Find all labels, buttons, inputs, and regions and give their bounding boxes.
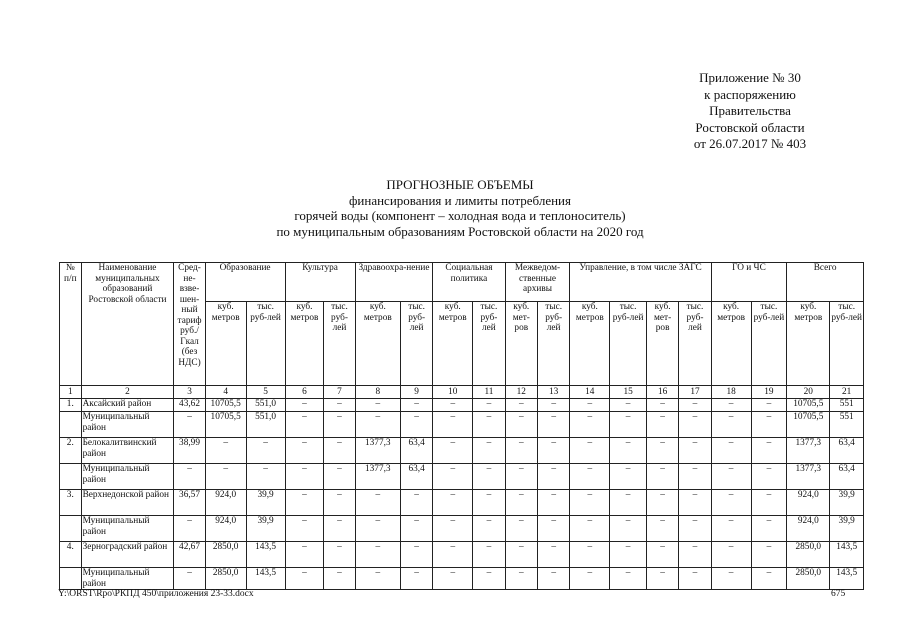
col-number: 19 bbox=[751, 386, 787, 399]
unit-rub: тыс. руб-лей bbox=[473, 302, 505, 386]
row-name: Верхнедонской район bbox=[81, 490, 174, 516]
row-cell: – bbox=[679, 568, 711, 590]
col-number: 20 bbox=[787, 386, 830, 399]
row-cell: – bbox=[355, 490, 400, 516]
col-number: 5 bbox=[246, 386, 285, 399]
row-cell: – bbox=[751, 516, 787, 542]
column-number-row bbox=[60, 386, 864, 399]
row-cell: – bbox=[505, 464, 537, 490]
row-cell: – bbox=[324, 412, 355, 438]
col-number: 3 bbox=[174, 386, 205, 399]
col-header-archives: Межведом-ственные архивы bbox=[505, 263, 570, 302]
row-cell: – bbox=[324, 464, 355, 490]
row-cell: – bbox=[711, 438, 751, 464]
row-cell: – bbox=[537, 490, 569, 516]
row-cell: 143,5 bbox=[246, 542, 285, 568]
row-cell: – bbox=[610, 464, 647, 490]
row-cell: – bbox=[355, 399, 400, 412]
appendix-line: к распоряжению bbox=[704, 86, 796, 102]
row-cell: 10705,5 bbox=[787, 412, 830, 438]
row-number: 3. bbox=[60, 490, 82, 516]
row-cell: – bbox=[610, 412, 647, 438]
row-cell: – bbox=[433, 412, 473, 438]
col-number: 4 bbox=[205, 386, 246, 399]
row-cell: – bbox=[285, 542, 324, 568]
row-name: Зерноградский район bbox=[81, 542, 174, 568]
col-number: 9 bbox=[400, 386, 432, 399]
row-cell: – bbox=[570, 412, 610, 438]
col-number: 17 bbox=[679, 386, 711, 399]
row-cell: 2850,0 bbox=[787, 568, 830, 590]
title-line: ПРОГНОЗНЫЕ ОБЪЕМЫ bbox=[386, 177, 534, 192]
unit-rub: тыс. руб-лей bbox=[751, 302, 787, 386]
row-cell: – bbox=[473, 568, 505, 590]
row-cell: – bbox=[711, 568, 751, 590]
col-header-education: Образование bbox=[205, 263, 285, 302]
col-number: 11 bbox=[473, 386, 505, 399]
row-cell: – bbox=[433, 568, 473, 590]
row-cell: – bbox=[505, 412, 537, 438]
row-cell: 1377,3 bbox=[355, 438, 400, 464]
row-number bbox=[60, 516, 82, 542]
row-cell: – bbox=[537, 568, 569, 590]
table-row bbox=[60, 438, 864, 464]
row-cell: – bbox=[570, 542, 610, 568]
table-row bbox=[60, 516, 864, 542]
row-cell: – bbox=[355, 568, 400, 590]
col-number: 21 bbox=[830, 386, 864, 399]
row-cell: 39,9 bbox=[246, 490, 285, 516]
row-cell: – bbox=[400, 412, 432, 438]
row-cell: – bbox=[246, 464, 285, 490]
row-cell: 924,0 bbox=[787, 490, 830, 516]
row-cell: – bbox=[537, 412, 569, 438]
col-header-health: Здравоохра-нение bbox=[355, 263, 433, 302]
row-cell: 551 bbox=[830, 412, 864, 438]
row-cell: – bbox=[751, 412, 787, 438]
row-cell: – bbox=[751, 399, 787, 412]
unit-cub: куб. метров bbox=[433, 302, 473, 386]
row-cell: – bbox=[679, 516, 711, 542]
row-cell: – bbox=[711, 464, 751, 490]
row-cell: – bbox=[570, 490, 610, 516]
row-cell: 43,62 bbox=[174, 399, 205, 412]
unit-rub: тыс. руб-лей bbox=[400, 302, 432, 386]
row-cell: – bbox=[679, 464, 711, 490]
row-cell: – bbox=[505, 399, 537, 412]
unit-cub: куб. метров bbox=[711, 302, 751, 386]
row-cell: – bbox=[570, 516, 610, 542]
row-cell: 143,5 bbox=[830, 542, 864, 568]
row-cell: – bbox=[174, 516, 205, 542]
row-cell: – bbox=[324, 490, 355, 516]
title-line: финансирования и лимиты потребления bbox=[348, 192, 571, 208]
row-cell: – bbox=[711, 399, 751, 412]
row-cell: – bbox=[711, 412, 751, 438]
row-cell: 143,5 bbox=[246, 568, 285, 590]
row-cell: – bbox=[400, 568, 432, 590]
col-number: 12 bbox=[505, 386, 537, 399]
row-cell: 39,9 bbox=[246, 516, 285, 542]
row-number: 2. bbox=[60, 438, 82, 464]
col-number: 13 bbox=[537, 386, 569, 399]
row-cell: 551,0 bbox=[246, 399, 285, 412]
row-cell: – bbox=[473, 490, 505, 516]
row-cell: – bbox=[355, 542, 400, 568]
row-cell: 63,4 bbox=[830, 438, 864, 464]
row-cell: – bbox=[285, 516, 324, 542]
table-row bbox=[60, 542, 864, 568]
col-header-social: Социальная политика bbox=[433, 263, 505, 302]
row-cell: – bbox=[433, 438, 473, 464]
row-cell: – bbox=[285, 568, 324, 590]
table-row bbox=[60, 568, 864, 590]
row-cell: – bbox=[473, 516, 505, 542]
row-cell: – bbox=[473, 438, 505, 464]
row-cell: – bbox=[646, 464, 678, 490]
document-title bbox=[160, 177, 760, 239]
row-cell: 2850,0 bbox=[205, 568, 246, 590]
row-name: Белокалитвинский район bbox=[81, 438, 174, 464]
row-cell: – bbox=[174, 568, 205, 590]
unit-cub: куб. метров bbox=[570, 302, 610, 386]
row-cell: – bbox=[679, 438, 711, 464]
row-cell: – bbox=[324, 516, 355, 542]
row-cell: 1377,3 bbox=[355, 464, 400, 490]
col-number: 15 bbox=[610, 386, 647, 399]
row-cell: – bbox=[679, 542, 711, 568]
row-cell: 63,4 bbox=[400, 464, 432, 490]
row-number bbox=[60, 412, 82, 438]
unit-rub: тыс. руб-лей bbox=[830, 302, 864, 386]
col-header-name: Наименование муниципальных образований Ростовской области bbox=[81, 263, 174, 386]
row-cell: – bbox=[324, 399, 355, 412]
row-cell: – bbox=[610, 542, 647, 568]
row-cell: – bbox=[285, 438, 324, 464]
row-cell: – bbox=[711, 542, 751, 568]
row-cell: – bbox=[285, 412, 324, 438]
row-cell: – bbox=[433, 516, 473, 542]
row-cell: – bbox=[610, 568, 647, 590]
row-cell: 10705,5 bbox=[205, 399, 246, 412]
row-cell: – bbox=[400, 542, 432, 568]
row-cell: – bbox=[646, 568, 678, 590]
col-number: 6 bbox=[285, 386, 324, 399]
unit-cub: куб. метров bbox=[285, 302, 324, 386]
row-cell: – bbox=[473, 464, 505, 490]
row-cell: – bbox=[505, 438, 537, 464]
row-cell: – bbox=[610, 516, 647, 542]
row-cell: 924,0 bbox=[205, 516, 246, 542]
title-line: по муниципальным образованиям Ростовской области на 2020 год bbox=[276, 223, 644, 239]
row-cell: – bbox=[246, 438, 285, 464]
row-cell: – bbox=[570, 399, 610, 412]
row-cell: – bbox=[505, 542, 537, 568]
row-cell: – bbox=[400, 516, 432, 542]
row-cell: – bbox=[433, 542, 473, 568]
row-cell: – bbox=[400, 490, 432, 516]
row-cell: – bbox=[433, 464, 473, 490]
row-cell: – bbox=[570, 464, 610, 490]
row-cell: 36,57 bbox=[174, 490, 205, 516]
col-header-admin: Управление, в том числе ЗАГС bbox=[570, 263, 711, 302]
row-cell: – bbox=[751, 490, 787, 516]
row-cell: – bbox=[537, 464, 569, 490]
page-number: 675 bbox=[831, 589, 846, 599]
row-cell: – bbox=[751, 542, 787, 568]
unit-cub: куб. мет-ров bbox=[646, 302, 678, 386]
row-cell: 39,9 bbox=[830, 516, 864, 542]
row-cell: – bbox=[505, 490, 537, 516]
col-header-tariff: Сред-не-взве-шен-ный тариф руб./ Гкал (без НДС) bbox=[174, 263, 205, 386]
row-cell: 2850,0 bbox=[787, 542, 830, 568]
row-cell: – bbox=[285, 464, 324, 490]
row-cell: – bbox=[433, 399, 473, 412]
row-cell: – bbox=[205, 464, 246, 490]
row-cell: – bbox=[711, 516, 751, 542]
row-cell: 1377,3 bbox=[787, 464, 830, 490]
row-cell: 924,0 bbox=[205, 490, 246, 516]
row-cell: – bbox=[570, 438, 610, 464]
row-cell: – bbox=[505, 516, 537, 542]
row-cell: – bbox=[679, 399, 711, 412]
row-cell: – bbox=[646, 412, 678, 438]
row-name: Муниципальный район bbox=[81, 516, 174, 542]
col-number: 7 bbox=[324, 386, 355, 399]
row-cell: 10705,5 bbox=[205, 412, 246, 438]
row-cell: – bbox=[751, 568, 787, 590]
row-name: Муниципальный район bbox=[81, 464, 174, 490]
col-number: 2 bbox=[81, 386, 174, 399]
row-cell: – bbox=[537, 399, 569, 412]
row-cell: 39,9 bbox=[830, 490, 864, 516]
row-cell: – bbox=[285, 490, 324, 516]
unit-rub: тыс. руб-лей bbox=[324, 302, 355, 386]
row-number bbox=[60, 568, 82, 590]
unit-cub: куб. метров bbox=[787, 302, 830, 386]
table-row bbox=[60, 399, 864, 412]
table-row bbox=[60, 490, 864, 516]
row-cell: – bbox=[646, 399, 678, 412]
row-cell: – bbox=[324, 568, 355, 590]
unit-rub: тыс. руб-лей bbox=[610, 302, 647, 386]
title-line: горячей воды (компонент – холодная вода и теплоноситель) bbox=[294, 208, 626, 223]
row-name: Муниципальный район bbox=[81, 568, 174, 590]
appendix-line: Приложение № 30 bbox=[699, 70, 801, 85]
row-cell: – bbox=[570, 568, 610, 590]
row-cell: – bbox=[610, 490, 647, 516]
row-cell: – bbox=[205, 438, 246, 464]
appendix-heading bbox=[655, 70, 845, 153]
unit-cub: куб. метров bbox=[355, 302, 400, 386]
footer-file-path: Y:\ORST\Rpo\РКПД 450\приложения 23-33.docx bbox=[58, 589, 254, 599]
row-cell: – bbox=[355, 412, 400, 438]
row-cell: – bbox=[473, 399, 505, 412]
row-cell: – bbox=[324, 542, 355, 568]
row-cell: 38,99 bbox=[174, 438, 205, 464]
row-number: 4. bbox=[60, 542, 82, 568]
unit-cub: куб. метров bbox=[205, 302, 246, 386]
row-cell: 924,0 bbox=[787, 516, 830, 542]
col-number: 14 bbox=[570, 386, 610, 399]
row-cell: – bbox=[751, 464, 787, 490]
row-cell: – bbox=[400, 399, 432, 412]
row-number bbox=[60, 464, 82, 490]
row-cell: – bbox=[751, 438, 787, 464]
row-cell: 551,0 bbox=[246, 412, 285, 438]
row-number: 1. bbox=[60, 399, 82, 412]
row-cell: 63,4 bbox=[400, 438, 432, 464]
row-cell: – bbox=[537, 438, 569, 464]
col-number: 10 bbox=[433, 386, 473, 399]
row-cell: 63,4 bbox=[830, 464, 864, 490]
row-name: Муниципальный район bbox=[81, 412, 174, 438]
row-cell: – bbox=[324, 438, 355, 464]
row-cell: – bbox=[679, 412, 711, 438]
col-header-culture: Культура bbox=[285, 263, 355, 302]
header-row-groups bbox=[60, 263, 864, 302]
col-header-civil-defense: ГО и ЧС bbox=[711, 263, 787, 302]
appendix-line: Правительства bbox=[709, 103, 791, 118]
col-number: 16 bbox=[646, 386, 678, 399]
row-cell: – bbox=[174, 464, 205, 490]
unit-rub: тыс. руб-лей bbox=[679, 302, 711, 386]
row-cell: 42,67 bbox=[174, 542, 205, 568]
row-cell: 1377,3 bbox=[787, 438, 830, 464]
row-cell: – bbox=[537, 516, 569, 542]
col-number: 8 bbox=[355, 386, 400, 399]
unit-rub: тыс. руб-лей bbox=[537, 302, 569, 386]
unit-cub: куб. мет-ров bbox=[505, 302, 537, 386]
col-header-total: Всего bbox=[787, 263, 864, 302]
row-cell: – bbox=[473, 542, 505, 568]
table-body bbox=[60, 399, 864, 590]
forecast-volumes-table bbox=[59, 262, 864, 590]
row-cell: – bbox=[433, 490, 473, 516]
row-cell: – bbox=[505, 568, 537, 590]
row-cell: 2850,0 bbox=[205, 542, 246, 568]
row-cell: 10705,5 bbox=[787, 399, 830, 412]
appendix-line: от 26.07.2017 № 403 bbox=[693, 136, 807, 151]
table-row bbox=[60, 464, 864, 490]
table-row bbox=[60, 412, 864, 438]
row-cell: – bbox=[355, 516, 400, 542]
col-number: 18 bbox=[711, 386, 751, 399]
row-cell: – bbox=[285, 399, 324, 412]
row-name: Аксайский район bbox=[81, 399, 174, 412]
col-header-num: № п/п bbox=[60, 263, 82, 386]
unit-rub: тыс. руб-лей bbox=[246, 302, 285, 386]
row-cell: – bbox=[610, 438, 647, 464]
row-cell: 551 bbox=[830, 399, 864, 412]
row-cell: – bbox=[646, 490, 678, 516]
row-cell: 143,5 bbox=[830, 568, 864, 590]
row-cell: – bbox=[610, 399, 647, 412]
row-cell: – bbox=[646, 542, 678, 568]
row-cell: – bbox=[679, 490, 711, 516]
row-cell: – bbox=[473, 412, 505, 438]
row-cell: – bbox=[174, 412, 205, 438]
row-cell: – bbox=[646, 438, 678, 464]
row-cell: – bbox=[537, 542, 569, 568]
row-cell: – bbox=[646, 516, 678, 542]
appendix-line: Ростовской области bbox=[695, 119, 805, 135]
col-number: 1 bbox=[60, 386, 82, 399]
row-cell: – bbox=[711, 490, 751, 516]
